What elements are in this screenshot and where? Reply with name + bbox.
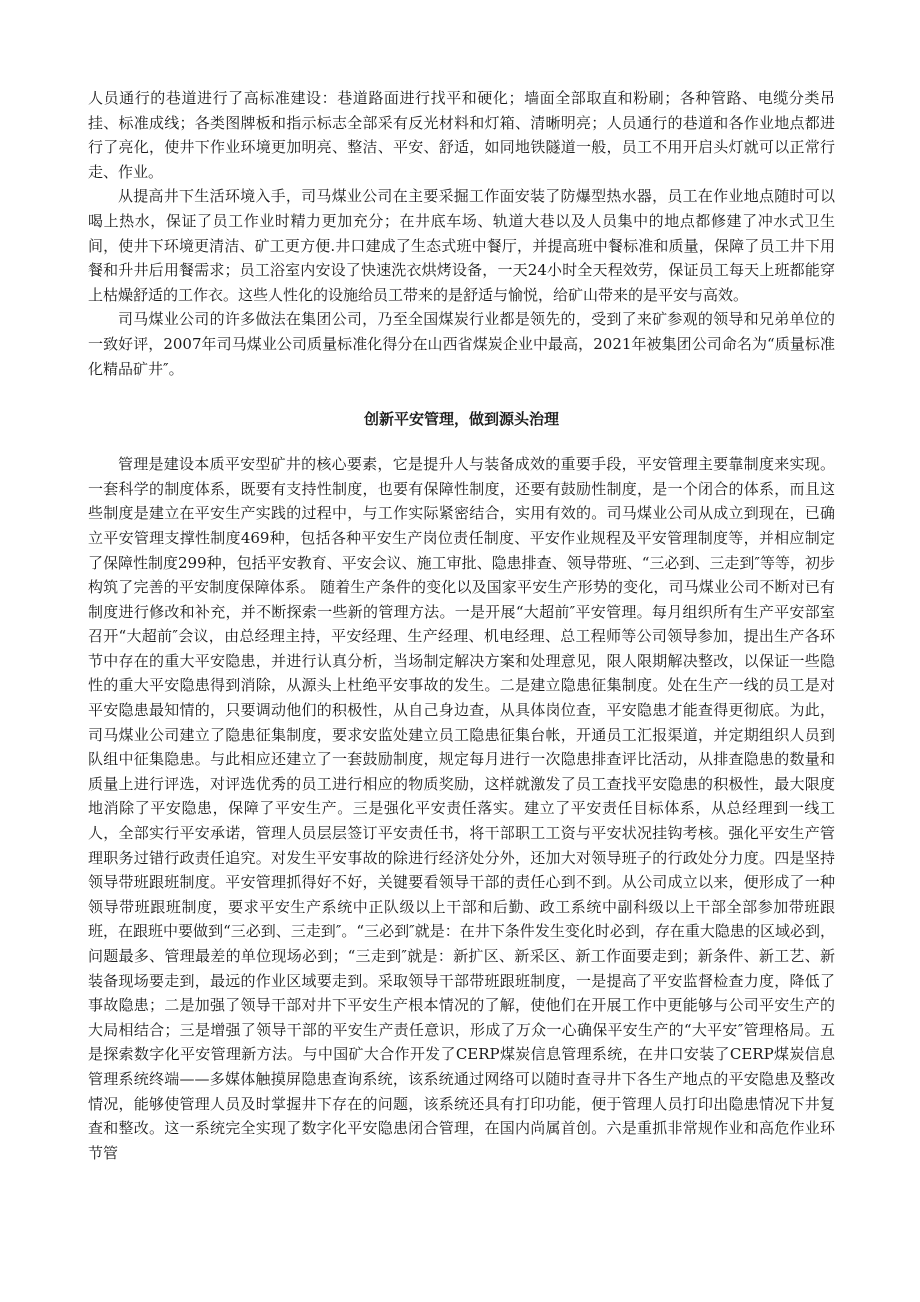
section-heading: 创新平安管理，做到源头治理: [363, 410, 559, 429]
paragraph-industry-recognition: 司马煤业公司的许多做法在集团公司，乃至全国煤炭行业都是领先的，受到了来矿参观的领导和兄弟单位的一致好评，2007年司马煤业公司质量标准化得分在山西省煤炭企业中最高，2021年被集团公司命名为“质量标准化精品矿井″。: [88, 310, 835, 378]
paragraph-safety-management: 管理是建设本质平安型矿井的核心要素，它是提升人与装备成效的重要手段，平安管理主要靠制度来实现。一套科学的制度体系，既要有支持性制度，也要有保障性制度，还要有鼓励性制度，是一个闭合的体系，而且这些制度是建立在平安生产实践的过程中，与工作实际紧密结合，实用有效的。司马煤业公司从成立到现在，已确立平安管理支撑性制度469种，包括各种平安生产岗位责任制度、平安作业规程及平安管理制度等，并相应制定了保障性制度299种，包括平安教育、平安会议、施工审批、隐患排查、领导带班、“三必到、三走到″等等，初步构筑了完善的平安制度保障体系。 随着生产条件的变化以及国家平安生产形势的变化，司马煤业公司不断对已有制度进行修改和补充，并不断探索一些新的管理方法。一是开展“大超前″平安管理。每月组织所有生产平安部室召开“大超前″会议，由总经理主持，平安经理、生产经理、机电经理、总工程师等公司领导参加，提出生产各环节中存在的重大平安隐患，并进行认真分析，当场制定解决方案和处理意见，限人限期解决整改，以保证一些隐性的重大平安隐患得到消除，从源头上杜绝平安事故的发生。二是建立隐患征集制度。处在生产一线的员工是对平安隐患最知情的，只要调动他们的积极性，从自己身边查，从具体岗位查，平安隐患才能查得更彻底。为此，司马煤业公司建立了隐患征集制度，要求安监处建立员工隐患征集台帐，开通员工汇报渠道，并定期组织人员到队组中征集隐患。与此相应还建立了一套鼓励制度，规定每月进行一次隐患排查评比活动，从排查隐患的数量和质量上进行评选，对评选优秀的员工进行相应的物质奖励，这样就激发了员工查找平安隐患的积极性，最大限度地消除了平安隐患，保障了平安生产。三是强化平安责任落实。建立了平安责任目标体系，从总经理到一线工人，全部实行平安承诺，管理人员层层签订平安责任书，将干部职工工资与平安状况挂钩考核。强化平安生产管理职务过错行政责任追究。对发生平安事故的除进行经济处分外，还加大对领导班子的行政处分力度。四是坚持领导带班跟班制度。平安管理抓得好不好，关键要看领导干部的责任心到不到。从公司成立以来，便形成了一种领导带班跟班制度，要求平安生产系统中正队级以上干部和后勤、政工系统中副科级以上干部全部参加带班跟班，在跟班中要做到“三必到、三走到″。“三必到″就是：在井下条件发生变化时必到，存在重大隐患的区域必到，问题最多、管理最差的单位现场必到；“三走到″就是：新扩区、新采区、新工作面要走到；新条件、新工艺、新装备现场要走到，最远的作业区域要走到。采取领导干部带班跟班制度，一是提高了平安监督检查力度，降低了事故隐患；二是加强了领导干部对井下平安生产根本情况的了解，使他们在开展工作中更能够与公司平安生产的大局相结合；三是增强了领导干部的平安生产责任意识，形成了万众一心确保平安生产的“大平安″管理格局。五是探索数字化平安管理新方法。与中国矿大合作开发了CERP煤炭信息管理系统，在井口安装了CERP煤炭信息管理系统终端——多媒体触摸屏隐患查询系统，该系统通过网络可以随时查寻井下各生产地点的平安隐患及整改情况，能够使管理人员及时掌握井下存在的问题，该系统还具有打印功能，便于管理人员打印出隐患情况下井复查和整改。这一系统完全实现了数字化平安隐患闭合管理，在国内尚属首创。六是重抓非常规作业和高危作业环节管: [88, 455, 835, 1162]
paragraph-underground-living-environment: 从提高井下生活环境入手，司马煤业公司在主要采掘工作面安装了防爆型热水器，员工在作业地点随时可以喝上热水，保证了员工作业时精力更加充分；在井底车场、轨道大巷以及人员集中的地点都修建了冲水式卫生间，使井下环境更清洁、矿工更方便.井口建成了生态式班中餐厅，并提高班中餐标准和质量，保障了员工井下用餐和升井后用餐需求；员工浴室内安设了快速洗衣烘烤设备，一天24小时全天程效劳，保证员工每天上班都能穿上枯燥舒适的工作衣。这些人性化的设施给员工带来的是舒适与愉悦，给矿山带来的是平安与高效。: [88, 187, 835, 304]
paragraph-roadway-construction: 人员通行的巷道进行了高标准建设：巷道路面进行找平和硬化；墙面全部取直和粉刷；各种管路、电缆分类吊挂、标准成线；各类图牌板和指示标志全部采有反光材料和灯箱、清晰明亮；人员通行的巷道和各作业地点都进行了亮化，使井下作业环境更加明亮、整洁、平安、舒适，如同地铁隧道一般，员工不用开启头灯就可以正常行走、作业。: [88, 89, 835, 181]
